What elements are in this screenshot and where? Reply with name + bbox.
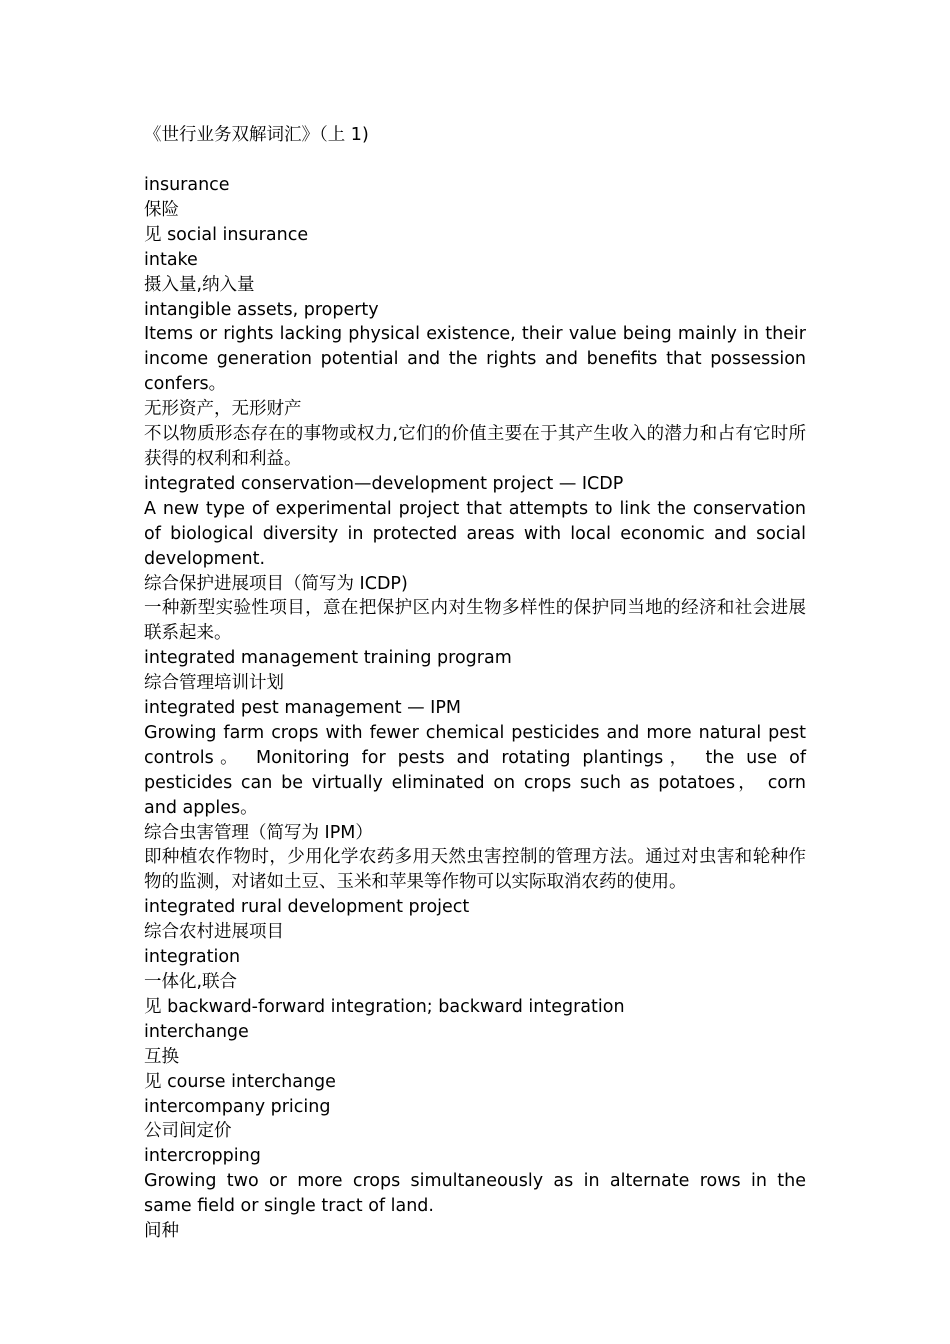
term-zh: 综合农村进展项目 (144, 922, 284, 943)
term-zh: 综合管理培训计划 (144, 673, 284, 694)
definition-en: Growing farm crops with fewer chemical pesticides and more natural pest controls。 Monitoring for pests and rotating plantings， the use of pesticides can be virtually eliminated on crops such as potatoes， corn and apples。 (144, 722, 806, 818)
term-zh: 间种 (144, 1221, 179, 1242)
see-also: 见 social insurance (144, 224, 309, 245)
term-en: integrated rural development project (144, 897, 470, 918)
term-zh: 公司间定价 (144, 1121, 232, 1142)
document-page (144, 123, 806, 1244)
term-en: insurance (144, 175, 230, 195)
term-zh: 互换 (144, 1046, 179, 1067)
term-en: interchange (144, 1021, 249, 1042)
term-zh: 无形资产，无形财产 (144, 399, 302, 420)
term-zh: 综合虫害管理（简写为 IPM） (144, 822, 373, 843)
term-en: integrated management training program (144, 648, 512, 669)
term-zh: 综合保护进展项目（简写为 ICDP) (144, 573, 408, 594)
document-title: 《世行业务双解词汇》（上 1) (144, 125, 369, 145)
definition-zh: 即种植农作物时，少用化学农药多用天然虫害控制的管理方法。通过对虫害和轮种作物的监测，对诸如土豆、玉米和苹果等作物可以实际取消农药的使用。 (144, 847, 806, 893)
term-en: integrated conservation—development project — ICDP (144, 473, 624, 494)
term-en: integrated pest management — IPM (144, 698, 461, 719)
definition-en: Growing two or more crops simultaneously as in alternate rows in the same field or single tract of land. (144, 1171, 806, 1217)
definition-zh: 一种新型实验性项目，意在把保护区内对生物多样性的保护同当地的经济和社会进展联系起来。 (144, 598, 806, 644)
term-en: intake (144, 249, 198, 270)
term-en: intercompany pricing (144, 1096, 331, 1117)
term-zh: 一体化,联合 (144, 972, 238, 992)
definition-zh: 不以物质形态存在的事物或权力,它们的价值主要在于其产生收入的潜力和占有它时所获得的权利和利益。 (144, 424, 806, 469)
term-en: integration (144, 947, 241, 968)
term-zh: 摄入量,纳入量 (144, 274, 255, 295)
see-also: 见 course interchange (144, 1071, 336, 1092)
definition-en: Items or rights lacking physical existence, their value being mainly in their income generation potential and the rights and benefits that possession confers。 (144, 324, 806, 395)
term-en: intercropping (144, 1146, 261, 1167)
term-zh: 保险 (144, 199, 179, 220)
definition-en: A new type of experimental project that attempts to link the conservation of biological diversity in protected areas with local economic and social development. (144, 498, 806, 569)
see-also: 见 backward-forward integration; backward integration (144, 996, 625, 1017)
term-en: intangible assets, property (144, 299, 379, 320)
